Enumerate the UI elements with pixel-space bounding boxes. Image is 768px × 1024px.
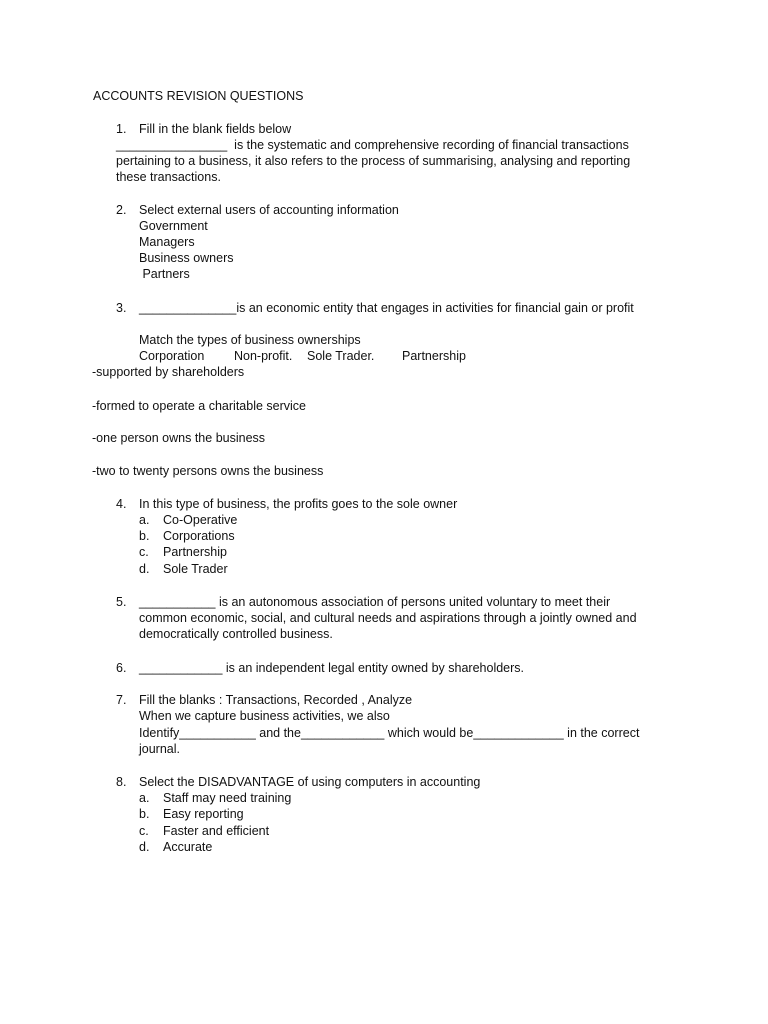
answer-option: Easy reporting (163, 807, 244, 821)
option-letter: c. (139, 824, 149, 838)
match-description: -one person owns the business (92, 431, 266, 445)
option-letter: a. (139, 513, 150, 527)
option-letter: c. (139, 545, 149, 559)
option-letter: b. (139, 807, 150, 821)
business-type: Sole Trader. (307, 349, 375, 363)
business-type: Partnership (402, 349, 466, 363)
question-prompt: Select the DISADVANTAGE of using computers in accounting (139, 775, 481, 789)
match-heading: Match the types of business ownerships (139, 333, 361, 347)
business-type: Corporation (139, 349, 205, 363)
question-text-line: these transactions. (116, 170, 221, 184)
question-text-line: Identify___________ and the____________ which would be_____________ in the correct (139, 726, 640, 740)
answer-option: Accurate (163, 840, 213, 854)
match-description: -two to twenty persons owns the business (92, 464, 324, 478)
question-prompt: ______________is an economic entity that engages in activities for financial gain or profit (139, 301, 634, 315)
question-prompt: Select external users of accounting information (139, 203, 399, 217)
question-number: 1. (116, 122, 127, 136)
answer-option: Staff may need training (163, 791, 292, 805)
question-number: 7. (116, 693, 127, 707)
answer-option: Sole Trader (163, 562, 228, 576)
answer-option: Corporations (163, 529, 235, 543)
answer-option: Managers (139, 235, 195, 249)
question-text-line: Fill in the blank fields below (139, 122, 292, 136)
question-text-line: ________________ is the systematic and comprehensive recording of financial transactions (116, 138, 629, 152)
answer-option: Partnership (163, 545, 227, 559)
answer-option: Business owners (139, 251, 234, 265)
answer-option: Government (139, 219, 208, 233)
question-prompt: In this type of business, the profits goes to the sole owner (139, 497, 458, 511)
question-number: 5. (116, 595, 127, 609)
answer-option: Faster and efficient (163, 824, 270, 838)
question-text-line: pertaining to a business, it also refers to the process of summarising, analysing and reporting (116, 154, 631, 168)
question-text-line: When we capture business activities, we also (139, 709, 390, 723)
answer-option: Partners (139, 267, 190, 281)
question-number: 3. (116, 301, 127, 315)
question-prompt: ____________ is an independent legal entity owned by shareholders. (139, 661, 525, 675)
question-number: 4. (116, 497, 127, 511)
option-letter: d. (139, 840, 150, 854)
question-text-line: journal. (139, 742, 180, 756)
match-description: -formed to operate a charitable service (92, 399, 306, 413)
question-number: 6. (116, 661, 127, 675)
question-number: 2. (116, 203, 127, 217)
question-text-line: common economic, social, and cultural needs and aspirations through a jointly owned and (139, 611, 637, 625)
option-letter: d. (139, 562, 150, 576)
question-text-line: ___________ is an autonomous association of persons united voluntary to meet their (139, 595, 611, 609)
document-title: ACCOUNTS REVISION QUESTIONS (93, 89, 304, 103)
answer-option: Co-Operative (163, 513, 238, 527)
question-text-line: Fill the blanks : Transactions, Recorded , Analyze (139, 693, 413, 707)
option-letter: a. (139, 791, 150, 805)
question-text-line: democratically controlled business. (139, 627, 333, 641)
option-letter: b. (139, 529, 150, 543)
question-number: 8. (116, 775, 127, 789)
match-description: -supported by shareholders (92, 365, 245, 379)
business-type: Non-profit. (234, 349, 293, 363)
